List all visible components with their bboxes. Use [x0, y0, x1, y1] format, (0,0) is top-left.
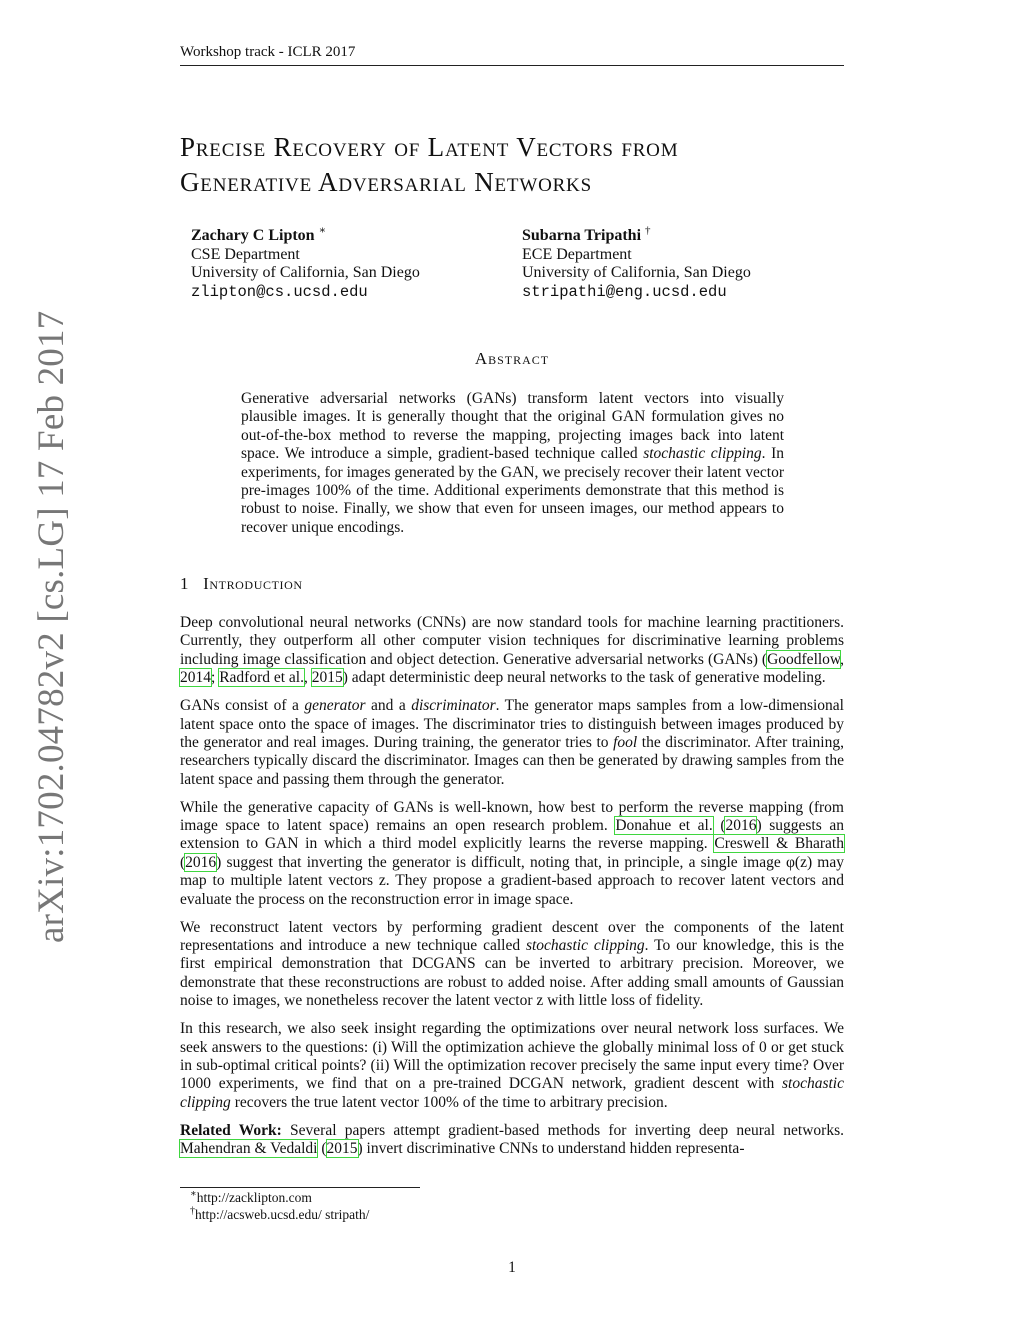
- text-run: ,: [303, 669, 312, 687]
- citation-year-link[interactable]: 2015: [326, 1140, 358, 1158]
- paragraph-5: [180, 1020, 844, 1112]
- paragraph-2: [180, 697, 844, 789]
- text-run: the discriminator. After training, researchers typically discard the discriminator. Images can then be generated by drawing samples from the latent space and passing them through the generator.: [180, 733, 844, 788]
- text-run: Deep convolutional neural networks (CNNs) are now standard tools for machine learning practitioners. Currently, they outperform all other computer vision techniques for discriminative learning problems including image classification and object detection. Generative adversarial networks (GANs) (: [180, 614, 844, 668]
- citation-year-link[interactable]: 2016: [725, 817, 757, 835]
- citation-year-link[interactable]: 2014: [180, 669, 211, 687]
- text-run: Several papers attempt gradient-based methods for inverting deep neural networks.: [281, 1121, 844, 1139]
- emphasis: stochastic clipping: [180, 1075, 844, 1111]
- emphasis: generator: [304, 697, 366, 715]
- author-dept: CSE Department: [191, 245, 300, 263]
- abstract-text: [241, 390, 784, 537]
- text-run: GANs consist of a: [180, 697, 305, 715]
- text-run: and a: [365, 697, 412, 715]
- author-affiliation: University of California, San Diego: [191, 264, 420, 281]
- text-run: ;: [211, 669, 220, 687]
- title-line-1: Precise Recovery of Latent Vectors from: [180, 132, 679, 162]
- text-run: ) adapt deterministic deep neural networks to the task of generative modeling.: [342, 669, 826, 687]
- text-run: While the generative capacity of GANs is well-known, how best to perform the reverse mapping (from image space to latent space) remains an open research problem.: [180, 798, 844, 835]
- citation-link[interactable]: Radford et al.: [219, 669, 304, 687]
- text-run: (: [317, 1140, 327, 1158]
- text-run: . The generator maps samples from a low-dimensional latent space onto the space of images. The discriminator tries to distinguish between images produced by the generator and real images. During training, the generator tries to: [180, 697, 844, 751]
- footnote-2: [190, 1206, 369, 1223]
- author-email: zlipton@cs.ucsd.edu: [191, 282, 368, 301]
- abstract-part: . In experiments, for images generated by the GAN, we precisely recover their latent vector pre-images 100% of the time. Additional experiments demonstrate that this method is robust to noise. Finally, we show that even for unseen images, our method appears to recover unique encodings.: [241, 445, 784, 536]
- section-heading: [180, 574, 303, 594]
- abstract-emphasis: stochastic clipping: [643, 445, 762, 463]
- footnote-mark: ∗: [318, 224, 327, 237]
- citation-link[interactable]: Donahue et al.: [615, 817, 713, 835]
- body-text: [180, 614, 844, 1168]
- title-line-2: Generative Adversarial Networks: [180, 167, 592, 197]
- footnote-1: [190, 1189, 369, 1206]
- text-run: ) invert discriminative CNNs to understand hidden representa-: [357, 1140, 745, 1158]
- citation-year-link[interactable]: 2015: [311, 669, 343, 687]
- footnotes: [190, 1189, 369, 1223]
- author-block-1: [191, 224, 420, 301]
- paragraph-4: [180, 919, 844, 1011]
- footnote-url[interactable]: http://zacklipton.com: [196, 1190, 312, 1205]
- author-affiliation: University of California, San Diego: [522, 264, 751, 281]
- emphasis: discriminator: [411, 697, 496, 715]
- text-run: ,: [840, 650, 844, 668]
- citation-link[interactable]: Goodfellow: [767, 650, 841, 668]
- paragraph-6: [180, 1122, 844, 1159]
- footnote-mark: †: [645, 224, 651, 237]
- footnote-mark: ∗: [190, 1188, 197, 1200]
- footnote-url[interactable]: http://acsweb.ucsd.edu/ stripath/: [195, 1207, 370, 1222]
- author-name: Zachary C Lipton: [191, 227, 315, 244]
- emphasis: stochastic clipping: [525, 937, 645, 954]
- paragraph-1: [180, 614, 844, 688]
- text-run: (: [712, 817, 726, 835]
- emphasis: fool: [613, 733, 638, 751]
- citation-link[interactable]: Mahendran & Vedaldi: [180, 1140, 318, 1158]
- text-run: . To our knowledge, this is the first empirical demonstration that DCGANS can be inverted to arbitrary precision. Moreover, we demonstrate that these reconstructions are robust to added noise. After adding small amounts of Gaussian noise to images, we nonetheless recover the latent vector z with little loss of fidelity.: [180, 937, 844, 1010]
- author-block-2: [522, 224, 751, 301]
- paper-title: [180, 130, 860, 200]
- running-header: Workshop track - ICLR 2017: [180, 44, 844, 66]
- abstract-part: Generative adversarial networks (GANs) transform latent vectors into visually plausible images. It is generally thought that the original GAN formulation gives no out-of-the-box method to reverse the mapping, projecting images back into latent space. We introduce a simple, gradient-based technique called: [241, 390, 784, 463]
- run-in-heading: Related Work:: [180, 1121, 282, 1139]
- arxiv-stamp: arXiv:1702.04782v2 [cs.LG] 17 Feb 2017: [31, 310, 72, 943]
- text-run: ) suggests an extension to GAN in which a third model explicitly learns the reverse mapping.: [180, 817, 845, 853]
- author-name: Subarna Tripathi: [522, 227, 642, 244]
- abstract-heading: Abstract: [474, 349, 550, 368]
- section-number: 1: [180, 574, 190, 593]
- author-dept: ECE Department: [522, 245, 632, 263]
- footnote-mark: †: [190, 1205, 195, 1217]
- section-title: Introduction: [203, 574, 303, 593]
- footnote-rule: [180, 1187, 420, 1188]
- text-run: (: [180, 853, 186, 871]
- text-run: ) suggest that inverting the generator is difficult, noting that, in principle, a single image φ(z) may map to multiple latent vectors z. They propose a gradient-based approach to recover latent vectors and evaluate the process on the reconstruction error in image space.: [180, 853, 844, 908]
- citation-year-link[interactable]: 2016: [185, 853, 217, 871]
- paragraph-3: [180, 799, 844, 909]
- text-run: recovers the true latent vector 100% of the time to arbitrary precision.: [230, 1093, 668, 1111]
- page-number: 1: [508, 1259, 516, 1276]
- author-email: stripathi@eng.ucsd.edu: [522, 282, 727, 301]
- text-run: We reconstruct latent vectors by performing gradient descent over the components of the latent representations and introduce a new technique called: [180, 918, 844, 954]
- text-run: In this research, we also seek insight regarding the optimizations over neural network loss surfaces. We seek answers to the questions: (i) Will the optimization achieve the globally minimal loss of 0 or get stuck in sub-optimal critical points? (ii) Will the optimization recover precisely the same input every time? Over 1000 experiments, we find that on a pre-trained DCGAN network, gradient descent with: [180, 1020, 844, 1093]
- citation-link[interactable]: Creswell & Bharath: [714, 835, 844, 853]
